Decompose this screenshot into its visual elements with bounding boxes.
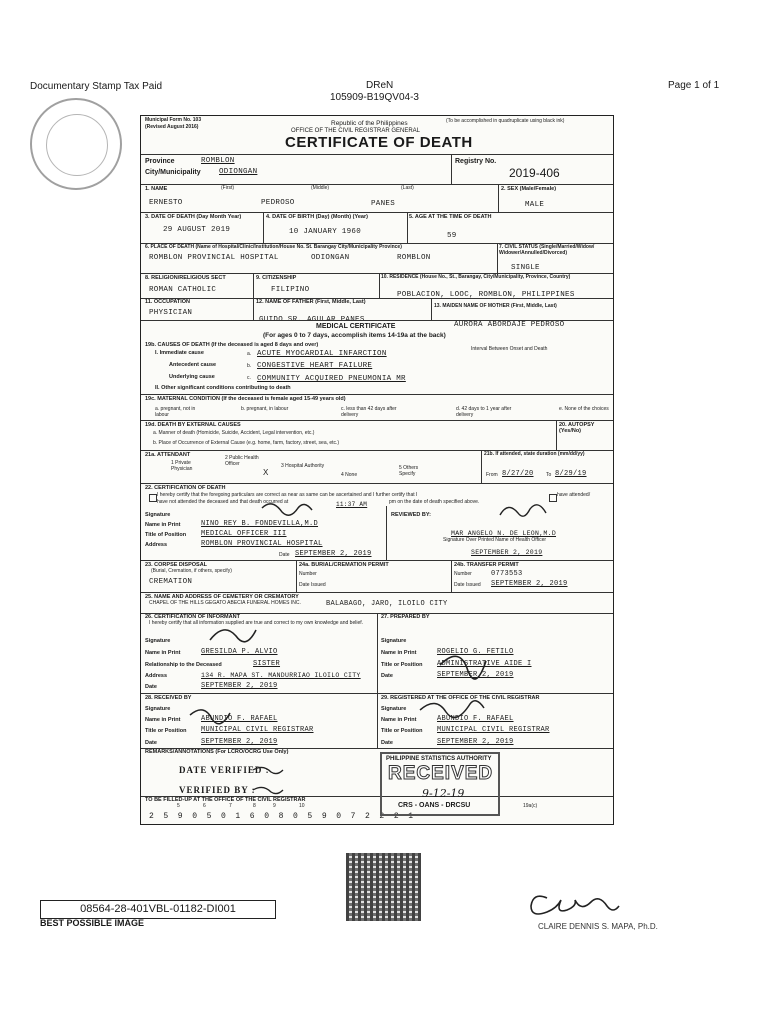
religion-label: 8. RELIGION/RELIGIOUS SECT [145, 275, 226, 281]
received-date: SEPTEMBER 2, 2019 [201, 738, 278, 746]
col-9: 9 [273, 803, 276, 809]
transfer-date-label: Date Issued [454, 582, 481, 588]
stamp-word: RECEIVED [388, 763, 494, 784]
cert-title: MEDICAL OFFICER III [201, 530, 287, 538]
immediate-label: I. Immediate cause [155, 350, 204, 356]
col-7: 7 [229, 803, 232, 809]
name-label: 1. NAME [145, 186, 168, 192]
reviewer-name: MAR ANGELO N. DE LEON,M.D [451, 530, 557, 537]
maternal-opt-a: a. pregnant, not in labour [155, 406, 196, 418]
duration-label: 21b. If attended, state duration (mm/dd/yy) [484, 451, 585, 457]
transfer-number: 0773553 [491, 570, 523, 578]
transfer-number-label: Number [454, 571, 472, 577]
name-last-caption: (Last) [401, 185, 414, 191]
dren-label: DReN [366, 80, 394, 91]
relationship: SISTER [253, 660, 281, 668]
attendant-opt-1: 1 Private Physician [171, 460, 193, 472]
attendant-label: 21a. ATTENDANT [145, 452, 191, 458]
burial-permit-label: 24a. BURIAL/CREMATION PERMIT [299, 562, 389, 568]
informant-text: I hereby certify that all information supplied are true and correct to my own knowledge and belief. [149, 620, 364, 626]
cert-address: ROMBLON PROVINCIAL HOSPITAL [201, 540, 323, 548]
place-province: ROMBLON [397, 254, 431, 262]
attendant-opt-4: 4 None [341, 472, 358, 478]
to-date: 8/29/19 [555, 470, 587, 478]
death-time: 11:37 AM [336, 501, 368, 508]
middle-name: PEDROSO [261, 199, 295, 207]
cert-date-label: Date [279, 552, 290, 558]
stamp-agency: PHILIPPINE STATISTICS AUTHORITY [386, 756, 492, 762]
last-name: PANES [371, 200, 396, 208]
document-code: 08564-28-401VBL-01182-DI001 [40, 900, 276, 919]
name-middle-caption: (Middle) [311, 185, 330, 191]
informant-date: SEPTEMBER 2, 2019 [201, 682, 278, 690]
age-value: 59 [447, 232, 457, 240]
verified-by: VERIFIED BY : [179, 785, 256, 795]
certificate-sheet: Municipal Form No. 103 (Revised August 2016) Republic of the Philippines OFFICE OF THE CIVIL REGISTRAR GENERAL (To be accomplished in quadruplicate using black ink) CERTIFICATE OF DEATH Province ROMBLON City/Municipality ODIONGAN Registry No. 2019-406 1. NAME (First) (Middle) (Last) ERNESTO PEDROSO PANES 2. SEX (Male/Female) MALE 3. DATE OF DEATH (Day Month Year) 29 AUGUST 2019 4. DATE OF BIRTH (Day) (Month) (Year) 10 JANUARY 1960 5. AGE AT THE TIME OF DEATH 59 6. PLACE OF DEATH (Name of Hospital/Clinic/Institution/House No. St. Barangay City/Municipality Province) ROMBLON PROVINCIAL HOSPITAL ODIONGAN ROMBLON 7. CIVIL STATUS (Single/Married/Widow/ Widower/Annulled/Divorced) SINGLE 8. RELIGION/RELIGIOUS SECT ROMAN CATHOLIC 9. CITIZENSHIP FILIPINO 10. RESIDENCE (House No., St., Barangay, City/Municipality, Province, Country) POBLACION, LOOC, ROMBLON, PHILIPPINES 11. OCCUPATION PHYSICIAN 12. NAME OF FATHER (First, Middle, Last) GUIDO SR. AGULAR PANES 13. MAIDEN NAME OF MOTHER (First, Middle, Last) AURORA ABORDAJE PEDROSO MEDICAL CERTIFICATE (For ages 0 to 7 days, accomplish items 14-19a at the back) 19b. CAUSES OF DEATH (If the deceased is aged 8 days and over) Interval Between Onset and Death I. Immediate cause a. ACUTE MYOCARDIAL INFARCTION Antecedent cause b. CONGESTIVE HEART FAILURE Underlying cause c. COMMUNITY ACQUIRED PNEUMONIA MR II. Other significant conditions contributing to death 19c. MATERNAL CONDITION (If the deceased is female aged 15-49 years old) a. pregnant, not in labour b. pregnant, in labour c. less than 42 days after delivery d. 42 days to 1 year after delivery e. None of the choices 19d. DEATH BY EXTERNAL CAUSES a. Manner of death (Homicide, Suicide, Accident, Legal intervention, etc.) b. Place of Occurrence of External Cause (e.g. home, farm, factory, street, sea, etc.) 20. AUTOPSY (Yes/No) 21a. ATTENDANT 1 Private Physician 2 Public Health Officer 3 Hospital Authority 4 None 5 Others Specify X 21b. If attended, state duration (mm/dd/yy) From 8/27/20 To 8/29/19 22. CERTIFICATION OF DEATH I hereby certify that the foregoing particulars are correct as near as same can be ascertained and I further certify that I have attended/ have not attended the deceased and that death occurred at 11:37 AM pm on the date of death specified above. Signature Name in Print NINO REY B. FONDEVILLA,M.D Title of Position MEDICAL OFFICER III Address ROMBLON PROVINCIAL HOSPITAL Date SEPTEMBER 2, 2019 REVIEWED BY: MAR ANGELO N. DE LEON,M.D Signature Over Printed Name of Health Officer SEPTEMBER 2, 2019 23. CORPSE DISPOSAL (Burial, Cremation, if others, specify) CREMATION 24a. BURIAL/CREMATION PERMIT Number Date Issued 24b. TRANSFER PERMIT Number 0773553 Date Issued SEPTEMBER 2, 2019 25. NAME AND ADDRESS OF CEMETERY OR CREMATORY CHAPEL OF THE HILLS GEGATO ABECIA FUNERAL HOMES INC. BALABAGO, JARO, ILOILO CITY 26. CERTIFICATION OF INFORMANT I hereby certify that all information supplied are true and correct to my own knowledge and belief. Signature Name in Print GRESILDA P. ALVIO Relationship to the Deceased SISTER Address 134 R. MAPA ST. MANDURRIAO ILOILO CITY Date SEPTEMBER 2, 2019 27. PREPARED BY Signature Name in Print ROGELIO G. FETILO Title or Position ADMINISTRATIVE AIDE I Date SEPTEMBER 2, 2019 28. RECEIVED BY Signature Name in Print ABUNDIO F. RAFAEL Title or Position MUNICIPAL CIVIL REGISTRAR Date SEPTEMBER 2, 2019 29. REGISTERED AT THE OFFICE OF THE CIVIL REGISTRAR Signature Name in Print ABUNDIO F. RAFAEL Title or Position MUNICIPAL CIVIL REGISTRAR Date SEPTEMBER 2, 2019 REMARKS/ANNOTATIONS (For LCRO/OCRG Use Only) DATE VERIFIED : VERIFIED BY : TO BE FILLED-UP AT THE OFFICE OF THE CIVIL REGISTRAR 5 6 7 8 9 10 19a(c) 2 5 9 0 5 0 1 6 0 8 0 5 9 0 7 2 2 2 1 [140, 115, 614, 825]
citizenship-label: 9. CITIZENSHIP [256, 275, 297, 281]
cert-text-1: I hereby certify that the foregoing particulars are correct as near as same can be ascertained and I further certify that I [157, 492, 418, 498]
cert-title-label: Title of Position [145, 532, 187, 538]
informant-label: 26. CERTIFICATION OF INFORMANT [145, 614, 240, 620]
registered-label: 29. REGISTERED AT THE OFFICE OF THE CIVIL REGISTRAR [381, 695, 540, 701]
manner-of-death: a. Manner of death (Homicide, Suicide, Accident, Legal intervention, etc.) [153, 430, 315, 436]
attendant-opt-5: 5 Others Specify [399, 465, 419, 477]
cemetery-address: BALABAGO, JARO, ILOILO CITY [326, 600, 448, 608]
underlying-cause: COMMUNITY ACQUIRED PNEUMONIA MR [257, 375, 406, 383]
age-label: 5. AGE AT THE TIME OF DEATH [409, 214, 492, 220]
prepared-date-label: Date [381, 673, 393, 679]
burial-number-label: Number [299, 571, 317, 577]
certificate-title: CERTIFICATE OF DEATH [285, 134, 473, 151]
burial-date-label: Date Issued [299, 582, 326, 588]
doc-stamp-tax: Documentary Stamp Tax Paid [30, 81, 163, 92]
interval-label: Interval Between Onset and Death [471, 346, 548, 352]
cert-name: NINO REY B. FONDEVILLA,M.D [201, 520, 319, 528]
residence-value: POBLACION, LOOC, ROMBLON, PHILIPPINES [397, 291, 575, 299]
col-5: 5 [177, 803, 180, 809]
stamp-office: CRS - OANS - DRCSU [398, 802, 471, 809]
place-of-occurrence: b. Place of Occurrence of External Cause (e.g. home, farm, factory, street, sea, etc.) [153, 440, 340, 446]
father-value: GUIDO SR. AGULAR PANES [259, 316, 365, 324]
first-name: ERNESTO [149, 199, 183, 207]
registered-name: ABUNDIO F. RAFAEL [437, 715, 514, 723]
date-verified: DATE VERIFIED : [179, 765, 270, 775]
reviewed-by-label: REVIEWED BY: [391, 512, 431, 518]
medical-title: MEDICAL CERTIFICATE [316, 323, 396, 330]
causes-label: 19b. CAUSES OF DEATH (If the deceased is aged 8 days and over) [145, 342, 319, 348]
registry-label: Registry No. [455, 158, 497, 165]
birth-date-label: 4. DATE OF BIRTH (Day) (Month) (Year) [266, 214, 368, 220]
col-10: 10 [299, 803, 305, 809]
occupation-label: 11. OCCUPATION [145, 299, 191, 305]
civil-status: SINGLE [511, 264, 540, 272]
death-date: 29 AUGUST 2019 [163, 226, 231, 234]
quadruplicate-note: (To be accomplished in quadruplicate using black ink) [446, 118, 565, 124]
cert-text-2: have not attended the deceased and that death occurred at [157, 499, 289, 505]
form-digits: 2 5 9 0 5 0 1 6 0 8 0 5 9 0 7 2 2 2 1 [149, 812, 416, 821]
disposal-value: CREMATION [149, 578, 193, 586]
informant-name-label: Name in Print [145, 650, 181, 656]
filled-up-label: TO BE FILLED-UP AT THE OFFICE OF THE CIVIL REGISTRAR [145, 797, 306, 803]
reviewed-date: SEPTEMBER 2, 2019 [471, 549, 543, 556]
registry-number: 2019-406 [509, 166, 560, 180]
from-date: 8/27/20 [502, 470, 534, 478]
antecedent-label: Antecedent cause [169, 362, 217, 368]
qr-code [346, 853, 421, 921]
have-attended: have attended/ [557, 492, 591, 498]
other-conditions-label: II. Other significant conditions contributing to death [155, 385, 291, 391]
transfer-permit-label: 24b. TRANSFER PERMIT [454, 562, 519, 568]
reviewer-caption: Signature Over Printed Name of Health Officer [443, 537, 547, 543]
maternal-opt-c: c. less than 42 days after delivery [341, 406, 397, 418]
form-revised: (Revised August 2016) [145, 124, 199, 130]
disposal-sub: (Burial, Cremation, if others, specify) [151, 568, 232, 574]
civil-status-label: 7. CIVIL STATUS (Single/Married/Widow/ Widower/Annulled/Divorced) [499, 244, 595, 256]
transfer-date: SEPTEMBER 2, 2019 [491, 580, 568, 588]
informant-date-label: Date [145, 684, 157, 690]
prepared-label: 27. PREPARED BY [381, 614, 430, 620]
prepared-name-label: Name in Print [381, 650, 417, 656]
mother-value: AURORA ABORDAJE PEDROSO [454, 321, 565, 329]
code-label: 19a(c) [523, 803, 538, 809]
stamp-date: 9-12-19 [422, 787, 465, 800]
maternal-opt-b: b. pregnant, in labour [241, 406, 289, 412]
cert-date: SEPTEMBER 2, 2019 [295, 550, 372, 558]
cert-signature-label: Signature [145, 512, 171, 518]
prepared-name: ROGELIO G. FETILO [437, 648, 514, 656]
attendant-opt-2: 2 Public Health Officer [225, 455, 259, 467]
received-label: 28. RECEIVED BY [145, 695, 192, 701]
informant-signature-label: Signature [145, 638, 171, 644]
received-name: ABUNDIO F. RAFAEL [201, 715, 278, 723]
medical-sub: (For ages 0 to 7 days, accomplish items 14-19a at the back) [263, 332, 446, 339]
republic: Republic of the Philippines [331, 120, 408, 127]
name-first-caption: (First) [221, 185, 235, 191]
received-title: MUNICIPAL CIVIL REGISTRAR [201, 726, 314, 734]
cert-address-label: Address [145, 542, 168, 548]
cert-name-label: Name in Print [145, 522, 181, 528]
office: OFFICE OF THE CIVIL REGISTRAR GENERAL [291, 128, 421, 134]
underlying-label: Underlying cause [169, 374, 215, 380]
relationship-label: Relationship to the Deceased [145, 662, 222, 668]
prepared-date: SEPTEMBER 2, 2019 [437, 671, 514, 679]
prepared-signature-label: Signature [381, 638, 407, 644]
cert-text-3: pm on the date of death specified above. [389, 499, 480, 505]
col-6: 6 [203, 803, 206, 809]
antecedent-cause: CONGESTIVE HEART FAILURE [257, 362, 373, 370]
best-possible-image: BEST POSSIBLE IMAGE [40, 918, 145, 928]
disposal-label: 23. CORPSE DISPOSAL [145, 562, 208, 568]
immediate-cause: ACUTE MYOCARDIAL INFARCTION [257, 350, 387, 358]
informant-name: GRESILDA P. ALVIO [201, 648, 278, 656]
from-label: From [486, 472, 498, 478]
dren-code: 105909-B19QV04-3 [330, 92, 419, 103]
place-label: 6. PLACE OF DEATH (Name of Hospital/Clinic/Institution/House No. St. Barangay City/Municipality Province) [145, 244, 402, 250]
col-8: 8 [253, 803, 256, 809]
place-city: ODIONGAN [311, 254, 350, 262]
place-value: ROMBLON PROVINCIAL HOSPITAL [149, 254, 279, 262]
mother-label: 13. MAIDEN NAME OF MOTHER (First, Middle, Last) [434, 303, 557, 309]
sex-label: 2. SEX (Male/Female) [501, 186, 557, 192]
autopsy-label: 20. AUTOPSY (Yes/No) [559, 422, 595, 435]
form-number: Municipal Form No. 103 [145, 117, 202, 123]
province-value: ROMBLON [201, 157, 235, 165]
birth-date: 10 JANUARY 1960 [289, 228, 362, 236]
city-value: ODIONGAN [219, 168, 258, 176]
informant-address: 134 R. MAPA ST. MANDURRIAO ILOILO CITY [201, 672, 361, 679]
sex-value: MALE [525, 201, 545, 209]
cemetery-value: CHAPEL OF THE HILLS GEGATO ABECIA FUNERAL HOMES INC. [149, 600, 301, 606]
maternal-label: 19c. MATERNAL CONDITION (If the deceased is female aged 15-49 years old) [145, 396, 346, 402]
page-number: Page 1 of 1 [668, 80, 720, 91]
citizenship-value: FILIPINO [271, 286, 310, 294]
to-label: To [546, 472, 552, 478]
province-label: Province [145, 158, 175, 165]
informant-address-label: Address [145, 673, 168, 679]
maternal-opt-d: d. 42 days to 1 year after delivery [456, 406, 512, 418]
signer-name: CLAIRE DENNIS S. MAPA, Ph.D. [538, 922, 658, 931]
registered-title: MUNICIPAL CIVIL REGISTRAR [437, 726, 550, 734]
cemetery-label: 25. NAME AND ADDRESS OF CEMETERY OR CREMATORY [145, 594, 299, 600]
registered-date: SEPTEMBER 2, 2019 [437, 738, 514, 746]
external-label: 19d. DEATH BY EXTERNAL CAUSES [145, 422, 241, 428]
attendant-opt-3: 3 Hospital Authority [281, 463, 325, 469]
religion-value: ROMAN CATHOLIC [149, 286, 217, 294]
residence-label: 10. RESIDENCE (House No., St., Barangay, City/Municipality, Province, Country) [381, 274, 571, 280]
remarks-label: REMARKS/ANNOTATIONS (For LCRO/OCRG Use Only) [145, 749, 289, 755]
occupation-value: PHYSICIAN [149, 309, 193, 317]
prepared-title: ADMINISTRATIVE AIDE I [437, 660, 532, 668]
cert-death-label: 22. CERTIFICATION OF DEATH [145, 485, 226, 491]
father-label: 12. NAME OF FATHER (First, Middle, Last) [256, 299, 366, 305]
maternal-opt-e: e. None of the choices [559, 406, 609, 412]
death-date-label: 3. DATE OF DEATH (Day Month Year) [145, 214, 242, 220]
city-label: City/Municipality [145, 169, 201, 176]
